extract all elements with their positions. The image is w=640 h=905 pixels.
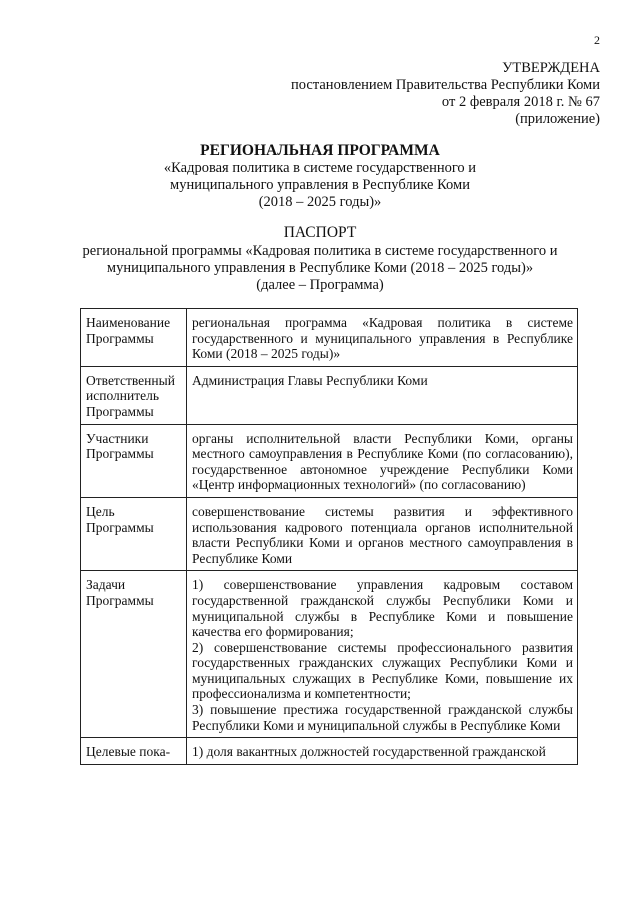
row-label: Целевые пока-: [81, 738, 187, 765]
approval-line: постановлением Правительства Республики Коми: [291, 77, 600, 93]
approval-line: УТВЕРЖДЕНА: [502, 60, 600, 76]
passport-title-line: муниципального управления в Республике Коми (2018 – 2025 годы)»: [106, 260, 534, 276]
task-item: 1) совершенствование управления кадровым составом государственной гражданской службы Республики Коми и муниципальной службы в Республике Коми и повышение качества его формирования;: [192, 577, 573, 640]
program-title: [60, 142, 580, 211]
row-value: Администрация Главы Республики Коми: [187, 366, 578, 424]
program-heading: РЕГИОНАЛЬНАЯ ПРОГРАММА: [200, 142, 440, 159]
row-label: Цель Программы: [81, 497, 187, 570]
task-item: 2) совершенствование системы профессионального развития государственных гражданских служащих Республики Коми и муниципальных служащих в Республике Коми, повышение их профессионализма и компетентности;: [192, 639, 573, 702]
passport-title-line: (далее – Программа): [256, 277, 384, 293]
row-label: Участники Программы: [81, 424, 187, 497]
approval-line: (приложение): [515, 111, 600, 127]
approval-stamp: [240, 60, 600, 128]
program-title-line: муниципального управления в Республике Коми: [170, 177, 470, 193]
table-row: [81, 366, 578, 424]
program-title-line: «Кадровая политика в системе государственного и: [163, 160, 477, 176]
passport-heading: ПАСПОРТ: [283, 224, 357, 241]
row-value-list: [187, 571, 578, 738]
row-label: Наименование Программы: [81, 309, 187, 367]
task-item: 3) повышение престижа государственной гражданской службы Республики Коми и муниципальной службы в Республике Коми: [192, 702, 573, 733]
row-value: органы исполнительной власти Республики Коми, органы местного самоуправления в Республике Коми (по согласованию), государственное автономное учреждение Республики Коми «Центр информационных технологий» (по согласованию): [187, 424, 578, 497]
passport-title-line: региональной программы «Кадровая политика в системе государственного и: [82, 243, 558, 259]
row-value: 1) доля вакантных должностей государственной гражданской: [187, 738, 578, 765]
table-row: [81, 309, 578, 367]
row-label: Задачи Программы: [81, 571, 187, 738]
table-row: [81, 738, 578, 765]
row-value: региональная программа «Кадровая политика в системе государственного и муниципального управления в Республике Коми (2018 – 2025 годы)»: [187, 309, 578, 367]
table-row: [81, 497, 578, 570]
passport-table: [80, 308, 578, 765]
program-title-line: (2018 – 2025 годы)»: [258, 194, 382, 210]
row-value: совершенствование системы развития и эффективного использования кадрового потенциала органов исполнительной власти Республики Коми и органов местного самоуправления в Республике Коми: [187, 497, 578, 570]
table-row: [81, 424, 578, 497]
page-number: 2: [594, 33, 600, 47]
table-row: [81, 571, 578, 738]
passport-title: [60, 224, 580, 294]
approval-line: от 2 февраля 2018 г. № 67: [441, 94, 600, 110]
row-label: Ответственный исполнитель Программы: [81, 366, 187, 424]
